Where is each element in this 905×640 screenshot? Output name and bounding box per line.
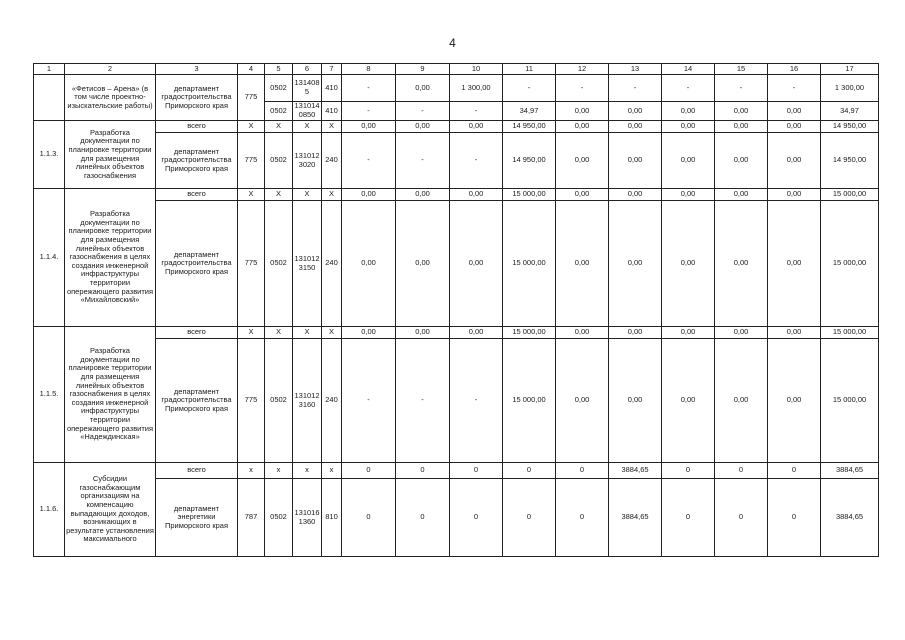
value-cell: 0,00 (556, 339, 609, 463)
value-cell: 0,00 (396, 201, 450, 327)
value-cell: 1310161360 (293, 479, 322, 557)
value-cell: 0,00 (715, 189, 768, 201)
value-cell: 3884,65 (609, 463, 662, 479)
value-cell: 0 (503, 463, 556, 479)
value-cell: X (322, 327, 342, 339)
value-cell: X (322, 121, 342, 133)
value-cell: 0,00 (556, 201, 609, 327)
value-cell: 0,00 (768, 339, 821, 463)
total-cell: 15 000,00 (821, 339, 879, 463)
table-row (34, 479, 879, 557)
value-cell: 0 (556, 479, 609, 557)
value-cell: 1310123150 (293, 201, 322, 327)
value-cell: 0502 (265, 201, 293, 327)
total-cell: 1 300,00 (821, 75, 879, 102)
value-cell: x (293, 463, 322, 479)
value-cell: - (503, 75, 556, 102)
column-header: 7 (322, 64, 342, 75)
table-row (34, 201, 879, 327)
code-cell: 775 (238, 75, 265, 121)
value-cell: - (342, 75, 396, 102)
value-cell: 1310123020 (293, 133, 322, 189)
value-cell: 0,00 (342, 201, 396, 327)
value-cell: 0,00 (768, 201, 821, 327)
value-cell: - (609, 75, 662, 102)
value-cell: - (342, 339, 396, 463)
table-row (34, 189, 879, 201)
value-cell: 0,00 (715, 201, 768, 327)
row-number-cell: 1.1.5. (34, 327, 65, 463)
value-cell: 0,00 (396, 327, 450, 339)
value-cell: 1 300,00 (450, 75, 503, 102)
value-cell: 0,00 (662, 327, 715, 339)
value-cell: 0,00 (768, 133, 821, 189)
value-cell: - (768, 75, 821, 102)
value-cell: всего (156, 121, 238, 133)
value-cell: 1314085 (293, 75, 322, 102)
value-cell: - (396, 133, 450, 189)
value-cell: - (450, 339, 503, 463)
value-cell: 0,00 (450, 121, 503, 133)
value-cell: 775 (238, 133, 265, 189)
value-cell: 0 (662, 463, 715, 479)
value-cell: - (396, 102, 450, 121)
row-name-cell: Разработка документации по планировке территории для размещения линейных объектов газоснабжения в целях создания инженерной инфраструктуры территории опережающего развития «Михайловский» (65, 189, 156, 327)
value-cell: 0,00 (768, 102, 821, 121)
value-cell: 0 (503, 479, 556, 557)
column-header: 17 (821, 64, 879, 75)
value-cell: 0,00 (715, 133, 768, 189)
value-cell: всего (156, 327, 238, 339)
value-cell: X (265, 189, 293, 201)
value-cell: 0,00 (609, 133, 662, 189)
value-cell: X (265, 327, 293, 339)
value-cell: 0,00 (662, 102, 715, 121)
column-header: 6 (293, 64, 322, 75)
value-cell: 0,00 (609, 189, 662, 201)
value-cell: 0,00 (715, 102, 768, 121)
value-cell: 0,00 (556, 121, 609, 133)
value-cell: 0,00 (450, 189, 503, 201)
column-header: 16 (768, 64, 821, 75)
budget-table (33, 63, 879, 557)
table-row (34, 75, 879, 102)
total-cell: 14 950,00 (821, 121, 879, 133)
value-cell: 15 000,00 (503, 189, 556, 201)
value-cell: X (265, 121, 293, 133)
value-cell: x (238, 463, 265, 479)
value-cell: 0,00 (342, 121, 396, 133)
value-cell: x (322, 463, 342, 479)
value-cell: 0,00 (556, 102, 609, 121)
column-header: 1 (34, 64, 65, 75)
value-cell: 240 (322, 201, 342, 327)
dept-cell: департамент энергетики Приморского края (156, 479, 238, 557)
value-cell: 0,00 (768, 121, 821, 133)
value-cell: 0,00 (662, 189, 715, 201)
table-row (34, 133, 879, 189)
dept-cell: департамент градостроительства Приморского края (156, 133, 238, 189)
value-cell: 787 (238, 479, 265, 557)
total-cell: 14 950,00 (821, 133, 879, 189)
column-header: 8 (342, 64, 396, 75)
table-row (34, 121, 879, 133)
value-cell: 1310140850 (294, 101, 320, 119)
value-cell: 410 (322, 102, 342, 121)
row-name-cell: Субсидии газоснабжающим организациям на компенсацию выпадающих доходов, возникающих в результате установления максимального (65, 463, 156, 557)
value-cell: 0,00 (768, 327, 821, 339)
value-cell: 0 (556, 463, 609, 479)
value-cell: x (265, 463, 293, 479)
value-cell: 0,00 (768, 189, 821, 201)
total-cell: 3884,65 (821, 463, 879, 479)
value-cell: 15 000,00 (503, 327, 556, 339)
row-name-cell: Разработка документации по планировке территории для размещения линейных объектов газоснабжения (65, 121, 156, 189)
total-cell: 3884,65 (821, 479, 879, 557)
row-number-cell (34, 75, 65, 121)
value-cell: - (396, 339, 450, 463)
value-cell: 0,00 (715, 121, 768, 133)
total-cell: 15 000,00 (821, 327, 879, 339)
value-cell: 14 950,00 (503, 133, 556, 189)
value-cell: - (662, 75, 715, 102)
value-cell: 34,97 (503, 102, 556, 121)
value-cell: 0,00 (662, 339, 715, 463)
value-cell: 15 000,00 (503, 339, 556, 463)
value-cell: 0,00 (715, 327, 768, 339)
value-cell: X (238, 121, 265, 133)
value-cell: X (322, 189, 342, 201)
row-name-cell: «Фетисов – Арена» (в том числе проектно-изыскательские работы) (65, 75, 156, 121)
value-cell: 0 (715, 463, 768, 479)
value-cell: X (238, 327, 265, 339)
column-header: 9 (396, 64, 450, 75)
dept-cell: департамент градостроительства Приморского края (156, 75, 238, 121)
column-header: 4 (238, 64, 265, 75)
value-cell: 0,00 (342, 327, 396, 339)
value-cell: X (238, 189, 265, 201)
value-cell: - (715, 75, 768, 102)
column-header: 14 (662, 64, 715, 75)
value-cell: 0,00 (556, 327, 609, 339)
table-row (34, 339, 879, 463)
column-header-row (34, 64, 879, 75)
total-cell: 15 000,00 (821, 201, 879, 327)
row-name-cell: Разработка документации по планировке территории для размещения линейных объектов газоснабжения в целях создания инженерной инфраструктуры территории опережающего развития «Надеждинская» (65, 327, 156, 463)
value-cell: 410 (322, 75, 342, 102)
value-cell: 0,00 (396, 121, 450, 133)
value-cell: 0,00 (450, 327, 503, 339)
value-cell: 0 (768, 479, 821, 557)
total-cell: 15 000,00 (821, 189, 879, 201)
value-cell: 0 (396, 463, 450, 479)
value-cell: 0,00 (609, 102, 662, 121)
value-cell: 0 (396, 479, 450, 557)
value-cell: 240 (322, 339, 342, 463)
value-cell: X (293, 189, 322, 201)
value-cell: 0,00 (662, 133, 715, 189)
value-cell: 0,00 (609, 327, 662, 339)
value-cell: 0 (768, 463, 821, 479)
value-cell: 810 (322, 479, 342, 557)
value-cell: - (342, 133, 396, 189)
value-cell: 0 (450, 463, 503, 479)
row-number-cell: 1.1.4. (34, 189, 65, 327)
value-cell: 775 (238, 201, 265, 327)
row-number-cell: 1.1.3. (34, 121, 65, 189)
value-cell: 0 (450, 479, 503, 557)
value-cell: 0,00 (450, 201, 503, 327)
value-cell: 15 000,00 (503, 201, 556, 327)
value-cell: 3884,65 (609, 479, 662, 557)
row-number-cell: 1.1.6. (34, 463, 65, 557)
column-header: 2 (65, 64, 156, 75)
value-cell: всего (156, 463, 238, 479)
value-cell: 0502 (265, 479, 293, 557)
dept-cell: департамент градостроительства Приморского края (156, 339, 238, 463)
value-cell: 0 (662, 479, 715, 557)
value-cell: 0,00 (342, 189, 396, 201)
value-cell: 0 (715, 479, 768, 557)
value-cell: 0502 (265, 102, 293, 121)
value-cell: 240 (322, 133, 342, 189)
column-header: 3 (156, 64, 238, 75)
value-cell: 0,00 (556, 133, 609, 189)
value-cell: всего (156, 189, 238, 201)
column-header: 5 (265, 64, 293, 75)
column-header: 12 (556, 64, 609, 75)
value-cell: X (293, 327, 322, 339)
value-cell: 775 (238, 339, 265, 463)
value-cell: 0,00 (609, 121, 662, 133)
value-cell: 0,00 (609, 339, 662, 463)
value-cell: 1310123160 (293, 339, 322, 463)
column-header: 10 (450, 64, 503, 75)
value-cell: - (450, 133, 503, 189)
column-header: 15 (715, 64, 768, 75)
value-cell: - (556, 75, 609, 102)
column-header: 11 (503, 64, 556, 75)
value-cell: 0502 (265, 133, 293, 189)
total-cell: 34,97 (821, 102, 879, 121)
value-cell: 0 (342, 479, 396, 557)
value-cell: X (293, 121, 322, 133)
table-row (34, 327, 879, 339)
value-cell: 14 950,00 (503, 121, 556, 133)
value-cell: - (342, 102, 396, 121)
value-cell: 0502 (265, 339, 293, 463)
value-cell: 0,00 (609, 201, 662, 327)
dept-cell: департамент градостроительства Приморского края (156, 201, 238, 327)
table-row (34, 463, 879, 479)
value-cell: 0,00 (662, 121, 715, 133)
value-cell: 0,00 (556, 189, 609, 201)
value-cell: 0 (342, 463, 396, 479)
value-cell: - (450, 102, 503, 121)
value-cell: 0,00 (396, 189, 450, 201)
value-cell: 0502 (265, 75, 293, 102)
value-cell: 0,00 (715, 339, 768, 463)
value-cell: 0,00 (662, 201, 715, 327)
page-number: 4 (449, 36, 456, 50)
value-cell: 0,00 (396, 75, 450, 102)
column-header: 13 (609, 64, 662, 75)
